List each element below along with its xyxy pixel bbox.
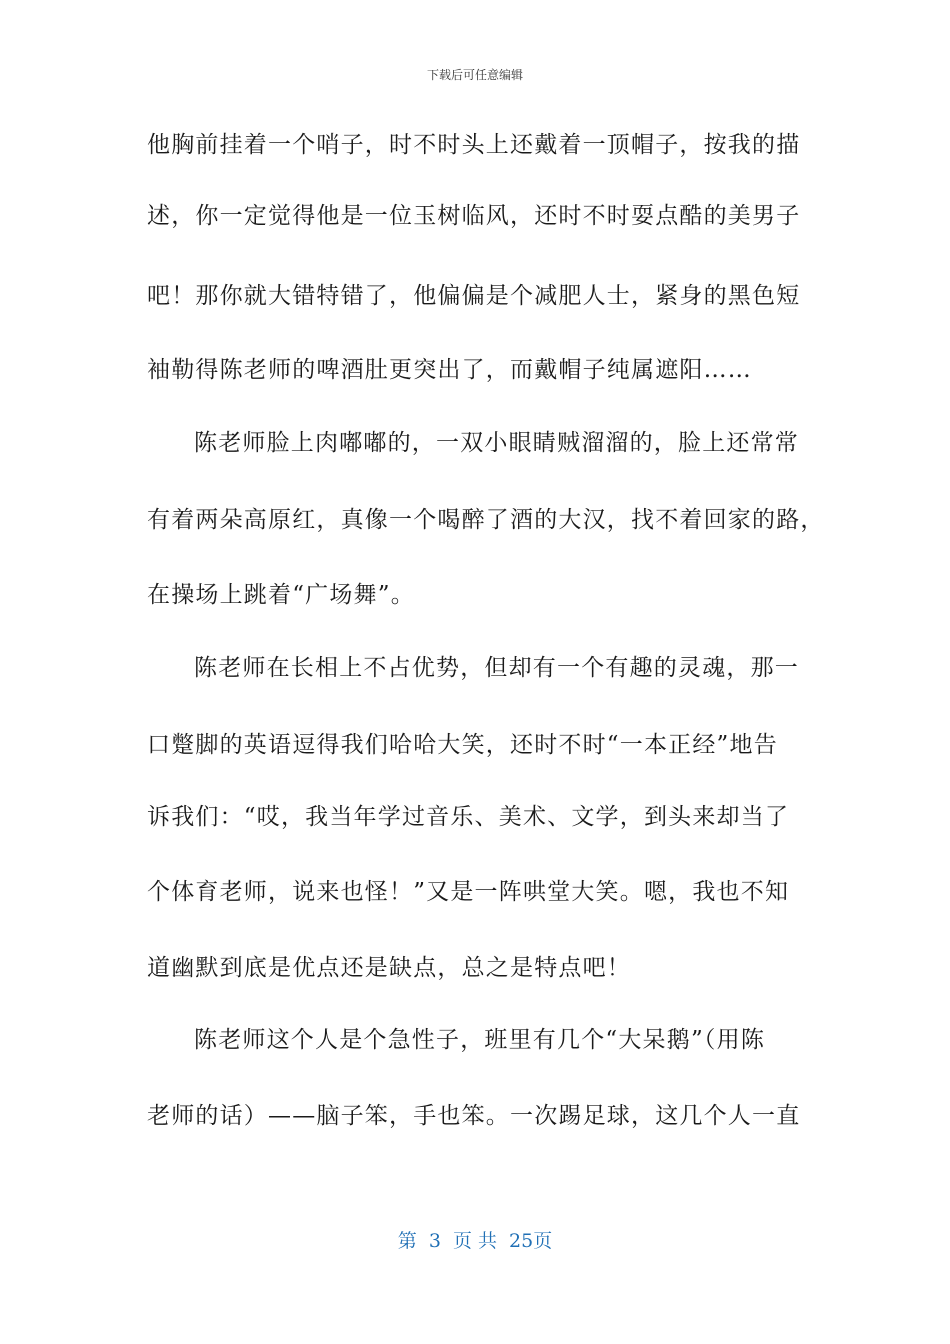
text-line: 个体育老师，说来也怪！”又是一阵哄堂大笑。嗯，我也不知 [147,879,790,905]
paragraph-start-line: 陈老师脸上肉嘟嘟的，一双小眼睛贼溜溜的，脸上还常常 [194,430,799,456]
text-line: 在操场上跳着“广场舞”。 [147,582,415,608]
text-line: 诉我们：“哎，我当年学过音乐、美术、文学，到头来却当了 [147,804,790,830]
page-footer [0,1226,950,1253]
paragraph-start-line: 陈老师在长相上不占优势，但却有一个有趣的灵魂，那一 [194,655,799,681]
page-header: 下载后可任意编辑 [426,68,523,82]
text-line: 口蹩脚的英语逗得我们哈哈大笑，还时不时“一本正经”地告 [147,732,778,758]
text-line: 有着两朵高原红，真像一个喝醉了酒的大汉，找不着回家的路， [147,507,825,533]
text-line: 吧！那你就大错特错了，他偏偏是个减肥人士，紧身的黑色短 [147,283,801,309]
text-line: 他胸前挂着一个哨子，时不时头上还戴着一顶帽子，按我的描 [147,132,801,158]
footer-total-pages: 25页 [509,1230,553,1252]
text-line: 老师的话）——脑子笨，手也笨。一次踢足球，这几个人一直 [147,1103,801,1129]
footer-current-page: 3 [428,1230,441,1252]
text-line: 道幽默到底是优点还是缺点，总之是特点吧！ [147,955,631,981]
footer-middle: 页 共 [452,1230,497,1252]
text-line: 袖勒得陈老师的啤酒肚更突出了，而戴帽子纯属遮阳…… [147,357,752,383]
footer-prefix: 第 [397,1230,417,1252]
paragraph-start-line: 陈老师这个人是个急性子，班里有几个“大呆鹅”（用陈 [194,1027,766,1053]
text-line: 述，你一定觉得他是一位玉树临风，还时不时耍点酷的美男子 [147,203,801,229]
